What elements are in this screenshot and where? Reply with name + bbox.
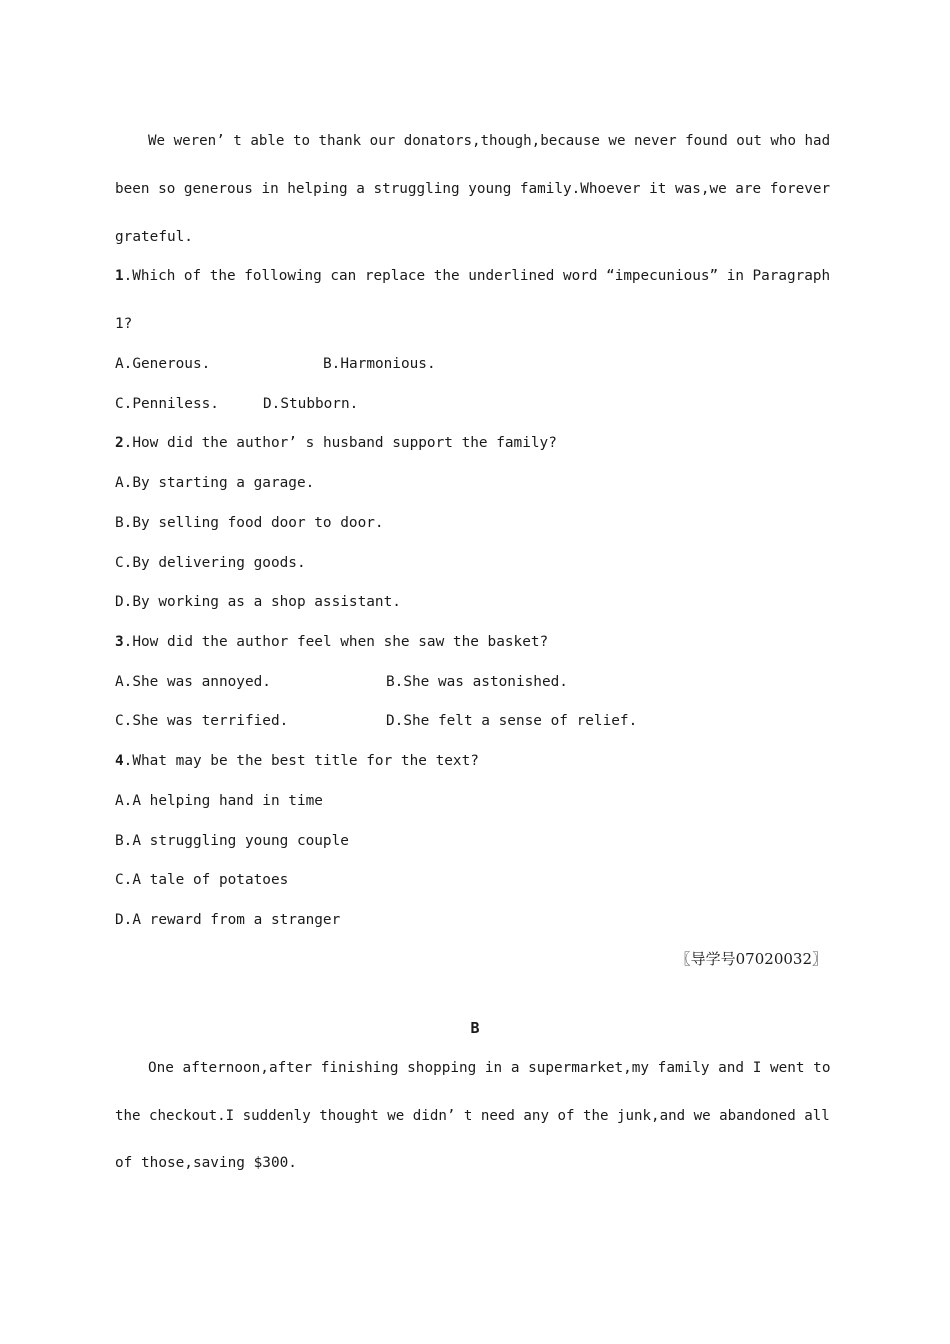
passage-b-line-3: of those,saving $300. (115, 1155, 297, 1171)
question-text: .What may be the best title for the text? (123, 753, 479, 769)
question-text: .How did the author feel when she saw the basket? (123, 634, 549, 650)
option-3a: A.She was annoyed. (115, 674, 271, 690)
option-1c: C.Penniless. (115, 396, 219, 412)
question-1-stem-cont: 1? (115, 316, 133, 332)
option-2c: C.By delivering goods. (115, 555, 306, 571)
passage-a-line-3: grateful. (115, 229, 193, 245)
question-text: .How did the author’ s husband support the family? (123, 435, 557, 451)
option-2a: A.By starting a garage. (115, 475, 315, 491)
question-1-stem (115, 266, 830, 286)
question-text: .Which of the following can replace the underlined word “impecunious” in Paragraph (123, 268, 831, 284)
option-4b: B.A struggling young couple (115, 833, 349, 849)
option-1a: A.Generous. (115, 356, 211, 372)
option-2d: D.By working as a shop assistant. (115, 594, 401, 610)
passage-b-line-1: One afternoon,after finishing shopping in a supermarket,my family and I went to (148, 1060, 831, 1076)
passage-a-line-2: been so generous in helping a struggling young family.Whoever it was,we are forever (115, 181, 831, 197)
passage-b-line-2: the checkout.I suddenly thought we didn’ t need any of the junk,and we abandoned all (115, 1108, 830, 1124)
option-4c: C.A tale of potatoes (115, 872, 289, 888)
option-2b: B.By selling food door to door. (115, 515, 384, 531)
option-1d: D.Stubborn. (263, 396, 359, 412)
question-number: 1 (115, 268, 124, 284)
option-1b: B.Harmonious. (323, 356, 436, 372)
question-4-stem (115, 751, 479, 771)
question-number: 4 (115, 753, 124, 769)
reference-number: 〖导学号07020032〗 (675, 950, 827, 968)
section-heading: B (470, 1019, 480, 1037)
question-2-stem (115, 433, 557, 453)
question-number: 3 (115, 634, 124, 650)
question-3-stem (115, 632, 548, 652)
option-3c: C.She was terrified. (115, 713, 289, 729)
option-4d: D.A reward from a stranger (115, 912, 341, 928)
question-number: 2 (115, 435, 124, 451)
option-4a: A.A helping hand in time (115, 793, 323, 809)
passage-a-line-1: We weren’ t able to thank our donators,though,because we never found out who had (148, 133, 831, 149)
option-3d: D.She felt a sense of relief. (386, 713, 638, 729)
option-3b: B.She was astonished. (386, 674, 568, 690)
